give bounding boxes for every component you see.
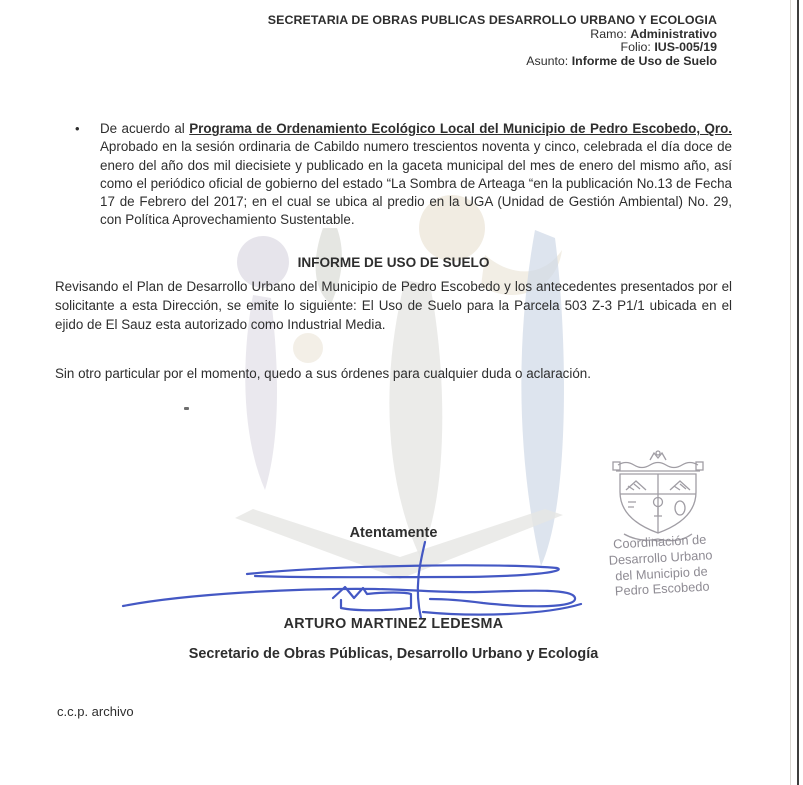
stamp-text — [584, 530, 737, 601]
stamp-line: Pedro Escobedo — [614, 578, 710, 599]
letterhead-title: SECRETARIA DE OBRAS PUBLICAS DESARROLLO URBANO Y ECOLOGIA — [267, 13, 717, 27]
field-folio — [268, 41, 717, 55]
bullet-marker: • — [75, 121, 80, 136]
bullet-body-text: Aprobado en la sesión ordinaria de Cabildo numero trescientos noventa y cinco, celebrada el día doce de enero del año dos mil diecisiete y publicado en la gaceta municipal del mes de enero del mismo año, así como el periódico oficial de gobierno del estado “La Sombra de Arteaga “en la publicación No.13 de Fecha 17 de Febrero del 2017; en el cual se ubica al predio en la UGA (Unidad de Gestión Ambiental) No. 29, con Política Aprovechamiento Sustentable. — [100, 139, 732, 228]
field-asunto-label: Asunto: — [526, 53, 569, 68]
bullet-paragraph — [100, 120, 732, 230]
stamp-line: del Municipio de — [614, 563, 708, 583]
scan-speck — [184, 407, 189, 410]
field-ramo-value: Administrativo — [630, 26, 717, 41]
body-paragraph: Revisando el Plan de Desarrollo Urbano del Municipio de Pedro Escobedo y los antecedentes presentados por el solicitante a esta Dirección, se emite lo siguiente: El Uso de Suelo para la Parcela 503 Z-3 P1/1 ubicada en el ejido de El Sauz esta autorizado como Industrial Media. — [55, 279, 732, 332]
field-asunto — [268, 55, 717, 69]
field-folio-label: Folio: — [620, 40, 651, 55]
stamp-line: Coordinación de — [612, 531, 707, 552]
signatory-title: Secretario de Obras Públicas, Desarrollo Urbano y Ecología — [188, 646, 599, 662]
field-ramo — [268, 28, 717, 42]
stamp-line: Desarrollo Urbano — [608, 547, 713, 568]
signatory-name: ARTURO MARTINEZ LEDESMA — [283, 616, 504, 632]
field-asunto-value: Informe de Uso de Suelo — [571, 53, 717, 68]
bullet-item — [75, 120, 732, 230]
signature-ink — [115, 538, 590, 623]
field-folio-value: IUS-005/19 — [654, 40, 717, 55]
bullet-emphasis-text: Programa de Ordenamiento Ecológico Local del Municipio de Pedro Escobedo, Qro. — [189, 121, 733, 136]
field-ramo-label: Ramo: — [590, 26, 627, 41]
section-title: INFORME DE USO DE SUELO — [297, 255, 490, 270]
cc-note: c.c.p. archivo — [57, 704, 134, 719]
municipal-seal-icon — [594, 450, 722, 542]
bullet-lead-text: De acuerdo al — [100, 121, 185, 136]
letterhead — [268, 14, 717, 68]
salutation: Atentamente — [349, 525, 438, 541]
closing-paragraph: Sin otro particular por el momento, quedo a sus órdenes para cualquier duda o aclaración. — [55, 366, 591, 381]
